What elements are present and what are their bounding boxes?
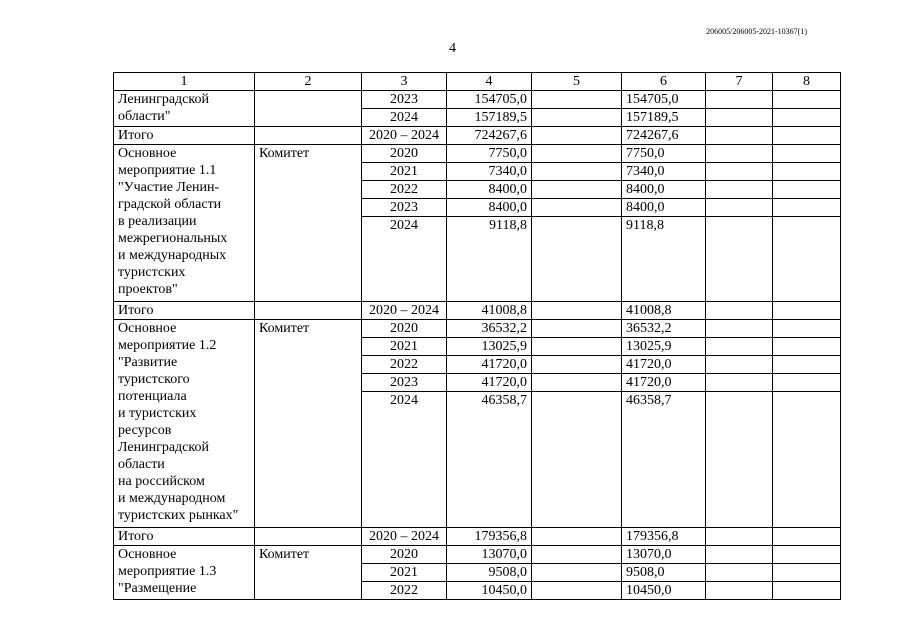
- amount-cell: 13070,0: [447, 546, 532, 564]
- amount-col6-cell: 7750,0: [622, 145, 706, 163]
- amount-col6-cell: 9508,0: [622, 564, 706, 582]
- column-header: 1: [114, 73, 255, 91]
- activity-line: ресурсов: [118, 423, 172, 438]
- year-cell: 2020: [362, 546, 447, 564]
- total-amount: 41008,8: [447, 302, 532, 320]
- col5-cell: [532, 320, 622, 338]
- col5-cell: [532, 528, 622, 546]
- activity-line: "Участие Ленин-: [118, 180, 220, 195]
- total-amount-col6: 179356,8: [622, 528, 706, 546]
- activity-line: Основное: [118, 547, 177, 562]
- amount-col6-cell: 157189,5: [622, 109, 706, 127]
- amount-col6-cell: 10450,0: [622, 582, 706, 600]
- year-cell: 2021: [362, 338, 447, 356]
- col8-cell: [773, 356, 841, 374]
- col7-cell: [706, 91, 773, 109]
- amount-cell: 13025,9: [447, 338, 532, 356]
- col8-cell: [773, 127, 841, 145]
- activity-line: потенциала: [118, 389, 187, 404]
- col7-cell: [706, 217, 773, 302]
- col5-cell: [532, 356, 622, 374]
- amount-col6-cell: 7340,0: [622, 163, 706, 181]
- amount-col6-cell: 8400,0: [622, 199, 706, 217]
- col5-cell: [532, 392, 622, 528]
- col8-cell: [773, 546, 841, 564]
- activity-line: области": [118, 109, 171, 124]
- table-row: [114, 320, 841, 338]
- col8-cell: [773, 181, 841, 199]
- amount-cell: 41720,0: [447, 356, 532, 374]
- column-header: 8: [773, 73, 841, 91]
- activity-line: области: [118, 457, 165, 472]
- column-header: 2: [255, 73, 362, 91]
- col7-cell: [706, 528, 773, 546]
- col8-cell: [773, 199, 841, 217]
- col7-cell: [706, 145, 773, 163]
- total-amount-col6: 41008,8: [622, 302, 706, 320]
- activity-line: в реализации: [118, 214, 197, 229]
- table-row: [114, 546, 841, 564]
- col7-cell: [706, 356, 773, 374]
- activity-line: туристских: [118, 265, 186, 280]
- activity-line: Ленинградской: [118, 92, 209, 107]
- col5-cell: [532, 145, 622, 163]
- amount-col6-cell: 8400,0: [622, 181, 706, 199]
- col7-cell: [706, 374, 773, 392]
- executor-cell: [255, 91, 362, 127]
- col8-cell: [773, 302, 841, 320]
- activity-line: и международных: [118, 248, 227, 263]
- activity-cell: [114, 320, 255, 528]
- amount-cell: 8400,0: [447, 199, 532, 217]
- year-cell: 2024: [362, 392, 447, 528]
- total-row: [114, 302, 841, 320]
- col7-cell: [706, 199, 773, 217]
- activity-cell: [114, 91, 255, 127]
- col7-cell: [706, 392, 773, 528]
- activity-line: мероприятие 1.2: [118, 338, 217, 353]
- total-period: 2020 – 2024: [362, 302, 447, 320]
- amount-cell: 9508,0: [447, 564, 532, 582]
- col8-cell: [773, 145, 841, 163]
- col7-cell: [706, 127, 773, 145]
- col5-cell: [532, 582, 622, 600]
- total-label: Итого: [114, 127, 255, 145]
- activity-line: проектов": [118, 282, 178, 297]
- amount-col6-cell: 13025,9: [622, 338, 706, 356]
- col8-cell: [773, 320, 841, 338]
- col8-cell: [773, 91, 841, 109]
- col5-cell: [532, 302, 622, 320]
- year-cell: 2024: [362, 109, 447, 127]
- budget-table: [113, 72, 841, 600]
- col8-cell: [773, 163, 841, 181]
- executor-cell: Комитет: [255, 546, 362, 600]
- col7-cell: [706, 181, 773, 199]
- year-cell: 2024: [362, 217, 447, 302]
- year-cell: 2023: [362, 199, 447, 217]
- total-period: 2020 – 2024: [362, 528, 447, 546]
- executor-cell: [255, 302, 362, 320]
- column-header: 4: [447, 73, 532, 91]
- activity-line: Ленинградской: [118, 440, 209, 455]
- total-row: [114, 528, 841, 546]
- activity-cell: [114, 145, 255, 302]
- col5-cell: [532, 199, 622, 217]
- col5-cell: [532, 374, 622, 392]
- activity-line: межрегиональных: [118, 231, 228, 246]
- col8-cell: [773, 528, 841, 546]
- amount-col6-cell: 154705,0: [622, 91, 706, 109]
- amount-cell: 9118,8: [447, 217, 532, 302]
- amount-cell: 10450,0: [447, 582, 532, 600]
- total-period: 2020 – 2024: [362, 127, 447, 145]
- year-cell: 2020: [362, 320, 447, 338]
- table-row: [114, 91, 841, 109]
- column-header: 3: [362, 73, 447, 91]
- col5-cell: [532, 546, 622, 564]
- amount-cell: 8400,0: [447, 181, 532, 199]
- amount-cell: 154705,0: [447, 91, 532, 109]
- amount-col6-cell: 41720,0: [622, 356, 706, 374]
- col8-cell: [773, 564, 841, 582]
- activity-line: градской области: [118, 197, 222, 212]
- table-header-row: [114, 73, 841, 91]
- total-row: [114, 127, 841, 145]
- col7-cell: [706, 582, 773, 600]
- year-cell: 2021: [362, 163, 447, 181]
- col5-cell: [532, 338, 622, 356]
- col8-cell: [773, 109, 841, 127]
- col8-cell: [773, 582, 841, 600]
- year-cell: 2022: [362, 582, 447, 600]
- amount-cell: 157189,5: [447, 109, 532, 127]
- activity-line: Основное: [118, 146, 177, 161]
- activity-line: туристского: [118, 372, 190, 387]
- activity-line: Основное: [118, 321, 177, 336]
- col7-cell: [706, 338, 773, 356]
- executor-cell: [255, 127, 362, 145]
- col5-cell: [532, 181, 622, 199]
- col5-cell: [532, 163, 622, 181]
- col8-cell: [773, 338, 841, 356]
- amount-col6-cell: 41720,0: [622, 374, 706, 392]
- column-header: 5: [532, 73, 622, 91]
- executor-cell: Комитет: [255, 320, 362, 528]
- year-cell: 2022: [362, 356, 447, 374]
- activity-cell: [114, 546, 255, 600]
- col5-cell: [532, 91, 622, 109]
- col7-cell: [706, 109, 773, 127]
- page-number: 4: [449, 41, 456, 56]
- year-cell: 2022: [362, 181, 447, 199]
- activity-line: "Размещение: [118, 581, 197, 596]
- table-row: [114, 145, 841, 163]
- amount-col6-cell: 9118,8: [622, 217, 706, 302]
- activity-line: "Развитие: [118, 355, 178, 370]
- year-cell: 2023: [362, 91, 447, 109]
- amount-col6-cell: 13070,0: [622, 546, 706, 564]
- amount-cell: 41720,0: [447, 374, 532, 392]
- activity-line: мероприятие 1.1: [118, 163, 217, 178]
- col5-cell: [532, 217, 622, 302]
- activity-line: туристских рынках": [118, 508, 239, 523]
- col5-cell: [532, 564, 622, 582]
- col5-cell: [532, 109, 622, 127]
- activity-line: на российском: [118, 474, 205, 489]
- executor-cell: [255, 528, 362, 546]
- amount-cell: 7750,0: [447, 145, 532, 163]
- amount-cell: 46358,7: [447, 392, 532, 528]
- total-label: Итого: [114, 302, 255, 320]
- col7-cell: [706, 564, 773, 582]
- total-label: Итого: [114, 528, 255, 546]
- amount-col6-cell: 36532,2: [622, 320, 706, 338]
- total-amount-col6: 724267,6: [622, 127, 706, 145]
- year-cell: 2020: [362, 145, 447, 163]
- col8-cell: [773, 392, 841, 528]
- col5-cell: [532, 127, 622, 145]
- col8-cell: [773, 217, 841, 302]
- col7-cell: [706, 320, 773, 338]
- activity-line: и международном: [118, 491, 226, 506]
- total-amount: 724267,6: [447, 127, 532, 145]
- year-cell: 2023: [362, 374, 447, 392]
- amount-cell: 36532,2: [447, 320, 532, 338]
- executor-cell: Комитет: [255, 145, 362, 302]
- column-header: 6: [622, 73, 706, 91]
- total-amount: 179356,8: [447, 528, 532, 546]
- year-cell: 2021: [362, 564, 447, 582]
- amount-col6-cell: 46358,7: [622, 392, 706, 528]
- col8-cell: [773, 374, 841, 392]
- activity-line: мероприятие 1.3: [118, 564, 217, 579]
- activity-line: и туристских: [118, 406, 197, 421]
- column-header: 7: [706, 73, 773, 91]
- col7-cell: [706, 546, 773, 564]
- col7-cell: [706, 163, 773, 181]
- col7-cell: [706, 302, 773, 320]
- amount-cell: 7340,0: [447, 163, 532, 181]
- document-id: 206005/206005-2021-10367(1): [706, 27, 807, 36]
